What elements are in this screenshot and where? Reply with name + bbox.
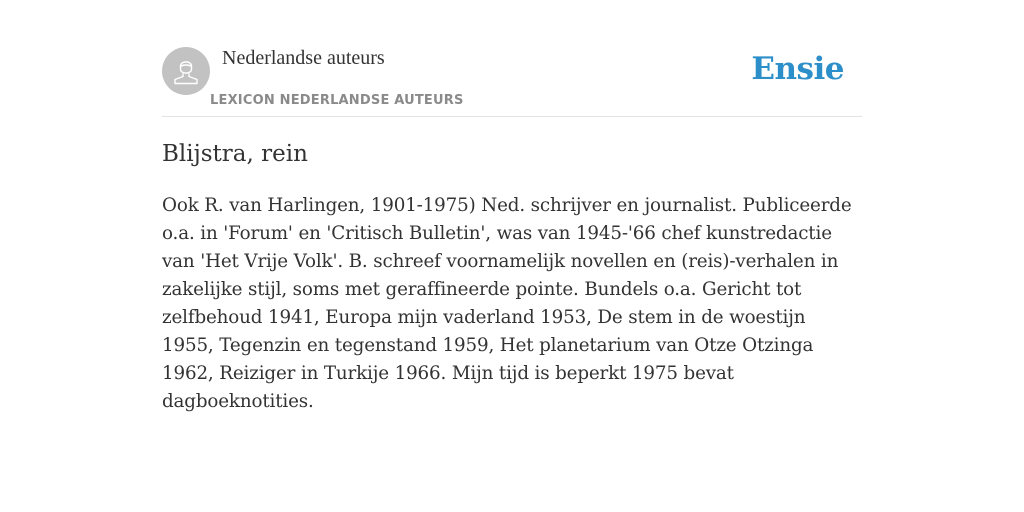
entry-title: Blijstra, rein: [162, 141, 308, 167]
author-name-link[interactable]: Nederlandse auteurs: [222, 47, 385, 69]
person-icon: [162, 47, 210, 95]
page-header: [162, 0, 862, 117]
ensie-logo[interactable]: Ensie: [751, 51, 844, 87]
lexicon-subtitle: LEXICON NEDERLANDSE AUTEURS: [210, 93, 464, 108]
user-avatar-icon[interactable]: [162, 47, 210, 95]
entry-body: Ook R. van Harlingen, 1901-1975) Ned. schrijver en journalist. Publiceerde o.a. in 'Forum' en 'Critisch Bulletin', was van 1945-'66 chef kunstredactie van 'Het Vrije Volk'. B. schreef voornamelijk novellen en (reis)-verhalen in zakelijke stijl, soms met geraffineerde pointe. Bundels o.a. Gericht tot zelfbehoud 1941, Europa mijn vaderland 1953, De stem in de woestijn 1955, Tegenzin en tegenstand 1959, Het planetarium van Otze Otzinga 1962, Reiziger in Turkije 1966. Mijn tijd is beperkt 1975 bevat dagboeknotities.: [162, 195, 852, 412]
